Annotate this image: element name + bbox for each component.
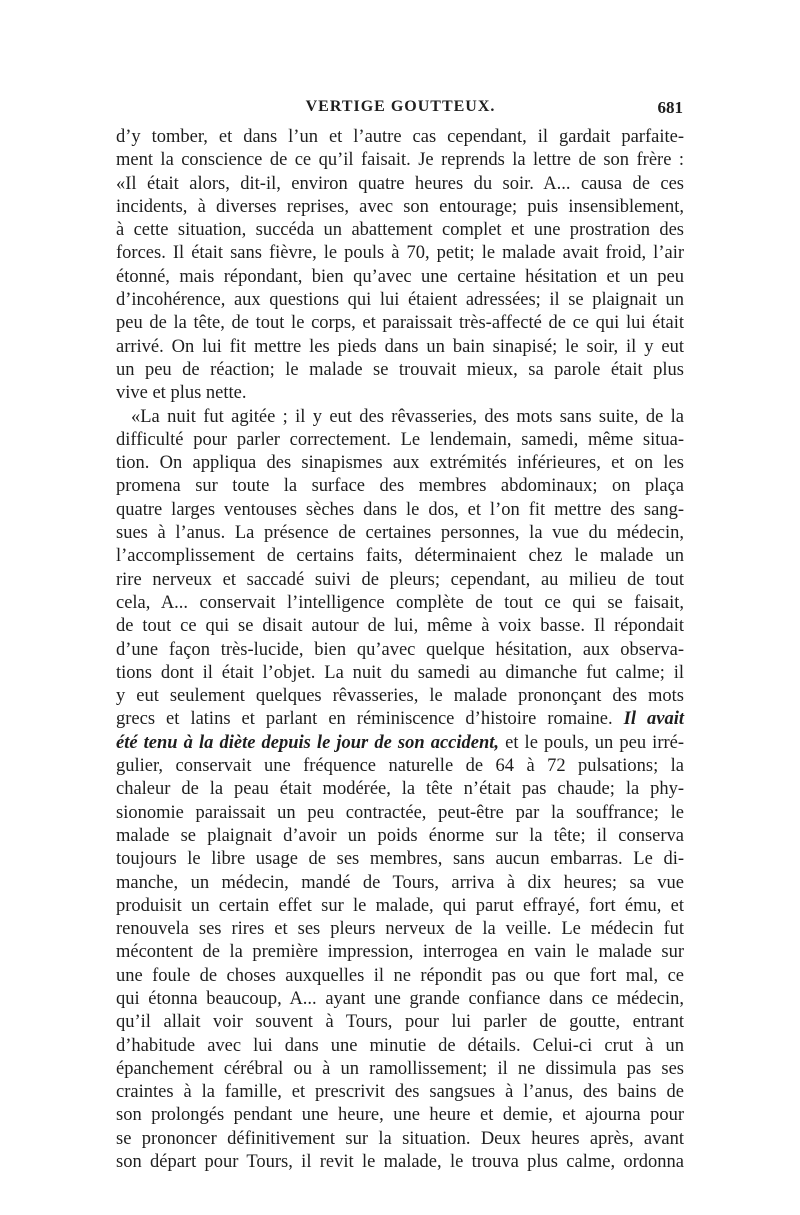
text-line: sues à l’anus. La présence de certaines personnes, la vue du médecin, — [116, 523, 684, 544]
text-line: sionomie paraissait un peu contractée, peut-être par la souffrance; le — [116, 802, 684, 823]
text-line: mécontent de la première impression, interrogea en vain le malade sur — [116, 942, 684, 963]
text-line: quatre larges ventouses sèches dans le dos, et l’on fit mettre des sang- — [116, 499, 684, 520]
running-head — [118, 98, 683, 120]
text-line: produisit un certain effet sur le malade, qui parut effrayé, fort ému, et — [116, 895, 684, 916]
text-line: de tout ce qui se disait autour de lui, même à voix basse. Il répondait — [116, 616, 684, 637]
text-line: épanchement cérébral ou à un ramollissement; il ne dissimula pas ses — [116, 1058, 684, 1079]
text-line: rire nerveux et saccadé suivi de pleurs; cependant, au milieu de tout — [116, 569, 684, 590]
text-line: d’y tomber, et dans l’un et l’autre cas cependant, il gardait parfaite- — [116, 127, 684, 147]
text-line: renouvela ses rires et ses pleurs nerveux de la veille. Le médecin fut — [116, 919, 684, 940]
text-line: tions dont il était l’objet. La nuit du samedi au dimanche fut calme; il — [116, 662, 684, 683]
running-title: VERTIGE GOUTTEUX. — [305, 98, 496, 115]
text-segment: et le pouls, un peu irré- — [505, 732, 685, 753]
text-line: l’accomplissement de certains faits, déterminaient chez le malade un — [116, 546, 684, 567]
text-line: un peu de réaction; le malade se trouvait mieux, sa parole était plus — [116, 359, 684, 380]
text-line: ment la conscience de ce qu’il faisait. Je reprends la lettre de son frère : — [116, 150, 684, 171]
text-line: malade se plaignait d’avoir un poids énorme sur la tête; il conserva — [116, 825, 684, 846]
text-line: vive et plus nette. — [116, 383, 247, 404]
text-line: chaleur de la peau était modérée, la tête n’était pas chaude; la phy- — [116, 779, 684, 800]
text-line: qui étonna beaucoup, A... ayant une grande confiance dans ce médecin, — [116, 988, 684, 1009]
text-line: «Il était alors, dit-il, environ quatre heures du soir. A... causa de ces — [116, 173, 684, 194]
text-line: arrivé. On lui fit mettre les pieds dans un bain sinapisé; le soir, il y eut — [116, 336, 684, 357]
text-line-mixed — [116, 732, 684, 755]
text-line: son départ pour Tours, il revit le malade, le trouva plus calme, ordonna — [116, 1152, 684, 1173]
text-line: qu’il allait voir souvent à Tours, pour lui parler de goutte, entrant — [116, 1012, 684, 1033]
text-line: y eut seulement quelques rêvasseries, le malade prononçant des mots — [116, 686, 684, 707]
text-segment: grecs et latins et parlant en réminiscence d’histoire romaine. — [116, 709, 613, 730]
text-line: gulier, conservait une fréquence naturelle de 64 à 72 pulsations; la — [116, 756, 684, 777]
text-line: une foule de choses auxquelles il ne répondit pas ou que fort mal, ce — [116, 965, 684, 986]
text-line: promena sur toute la surface des membres abdominaux; on plaça — [116, 476, 684, 497]
text-line: se prononcer définitivement sur la situation. Deux heures après, avant — [116, 1128, 684, 1149]
text-line: étonné, mais répondant, bien qu’avec une certaine hésitation et un peu — [116, 266, 684, 287]
text-line: «La nuit fut agitée ; il y eut des rêvasseries, des mots sans suite, de la — [131, 406, 684, 427]
text-line: à cette situation, succéda un abattement complet et une prostration des — [116, 220, 684, 241]
text-line: difficulté pour parler correctement. Le lendemain, samedi, même situa- — [116, 429, 684, 450]
text-line: toujours le libre usage de ses membres, sans aucun embarras. Le di- — [116, 849, 684, 870]
text-line: craintes à la famille, et prescrivit des sangsues à l’anus, des bains de — [116, 1082, 684, 1103]
body-text — [116, 126, 684, 1174]
text-line-mixed — [116, 708, 684, 731]
text-line: manche, un médecin, mandé de Tours, arriva à dix heures; sa vue — [116, 872, 684, 893]
text-line: d’une façon très-lucide, bien qu’avec quelque hésitation, aux observa- — [116, 639, 684, 660]
text-line: incidents, à diverses reprises, avec son entourage; puis insensiblement, — [116, 196, 684, 217]
text-line: peu de la tête, de tout le corps, et paraissait très-affecté de ce qui lui était — [116, 313, 684, 334]
text-line: d’incohérence, aux questions qui lui étaient adressées; il se plaignait un — [116, 290, 684, 311]
italic-segment: été tenu à la diète depuis le jour de son accident, — [116, 732, 500, 753]
text-line: cela, A... conservait l’intelligence complète de tout ce qui se faisait, — [116, 592, 684, 613]
text-line: forces. Il était sans fièvre, le pouls à 70, petit; le malade avait froid, l’air — [116, 243, 684, 264]
italic-segment: Il avait — [623, 709, 684, 730]
text-line: tion. On appliqua des sinapismes aux extrémités inférieures, et on les — [116, 453, 684, 474]
text-line: d’habitude avec lui dans une minutie de détails. Celui-ci crut à un — [116, 1035, 684, 1056]
page-number: 681 — [657, 98, 683, 117]
text-line: son prolongés pendant une heure, une heure et demie, et ajourna pour — [116, 1105, 684, 1126]
